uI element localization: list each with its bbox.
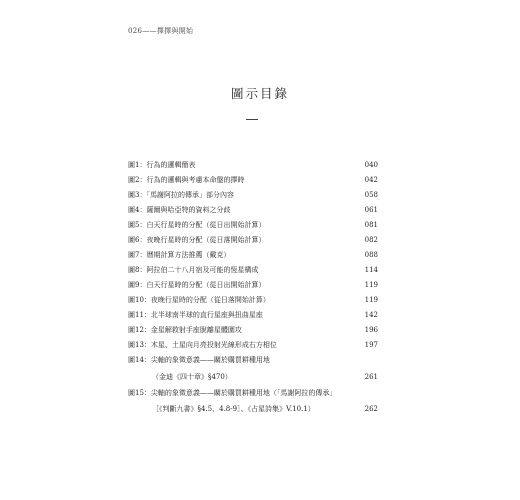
running-head: 026——擇擇與開始: [128, 27, 194, 35]
figure-entry-label: 圖15：尖軸的象徵意義——關於購買耕種用地（「馬謝阿拉的傳承」: [128, 389, 337, 397]
figure-entry-label: 圖7：曆期計算方法推薦（戴克）: [128, 251, 231, 259]
figure-entry-page: 196: [364, 326, 378, 334]
figure-entry-label: 圖12：金星解救射手座脫離星體圍攻: [128, 326, 242, 334]
figure-entry: [128, 295, 378, 305]
page-title: 圖示目錄: [230, 86, 289, 101]
figure-entry-label: 圖11：北半球南半球的直行星座與扭曲星座: [128, 311, 263, 319]
figure-entry: [128, 175, 378, 185]
figure-entry-page: 197: [364, 341, 378, 349]
figure-entry-label: ［《判斷九書》§4.5、4.8-9］、《占星詩集》V.10.1）: [152, 405, 315, 413]
figure-entry: [128, 280, 378, 290]
figure-entry-continuation: [128, 372, 378, 382]
figure-entry-label: 圖6：夜晚行星時的分配（從日落開始計算）: [128, 236, 266, 244]
figure-entry: [128, 160, 378, 170]
figure-entry-label: 圖10：夜晚行星時的分配（從日落開始計算）: [128, 296, 270, 304]
figure-entry: [128, 190, 378, 200]
figure-entry: [128, 235, 378, 245]
figure-entry-label: 圖3：「馬謝阿拉的傳承」部分內容: [128, 191, 234, 199]
figure-entry-label: （金迪《四十章》§470）: [152, 373, 232, 381]
figure-entry-label: 圖5：白天行星時的分配（從日出開始計算）: [128, 221, 266, 229]
figure-entry: [128, 220, 378, 230]
figure-entry: [128, 250, 378, 260]
figure-entry-continuation: [128, 404, 378, 414]
title-divider: [246, 119, 258, 120]
figure-entry-page: 262: [364, 405, 378, 413]
figure-entry-page: 261: [364, 373, 378, 381]
figure-entry-page: 061: [364, 206, 378, 214]
figure-entry-label: 圖2：行為的邏輯與考慮本命盤的擇時: [128, 176, 245, 184]
figure-entry: [128, 265, 378, 275]
figure-entry-label: 圖13：木星、土星向月亮投射光線形成右方相位: [128, 341, 277, 349]
figure-entry-label: 圖4：薩爾與哈亞特的資料之分歧: [128, 206, 231, 214]
figure-entry: [128, 325, 378, 335]
figure-entry-page: 081: [364, 221, 378, 229]
figure-entry-page: 082: [364, 236, 378, 244]
figure-entry-page: 119: [364, 296, 378, 304]
figure-entry: [128, 340, 378, 350]
figure-entry: [128, 310, 378, 320]
figure-entry-label: 圖1：行為的邏輯簡表: [128, 161, 196, 169]
figure-entry-page: 114: [364, 266, 378, 274]
figure-entry-page: 042: [364, 176, 378, 184]
figure-entry-page: 119: [364, 281, 378, 289]
figure-entry-label: 圖8：阿拉伯二十八月宿及可能的恆星構成: [128, 266, 259, 274]
figure-entry-page: 142: [364, 311, 378, 319]
figure-entry-label: 圖9：白天行星時的分配（從日出開始計算）: [128, 281, 266, 289]
figure-entry: [128, 388, 378, 398]
figure-entry: [128, 355, 378, 365]
figure-entry-page: 040: [364, 161, 378, 169]
figure-entry-page: 058: [364, 191, 378, 199]
figure-entry: [128, 205, 378, 215]
figure-entry-page: 088: [364, 251, 378, 259]
figure-entry-label: 圖14：尖軸的象徵意義——關於購買耕種用地: [128, 356, 270, 364]
